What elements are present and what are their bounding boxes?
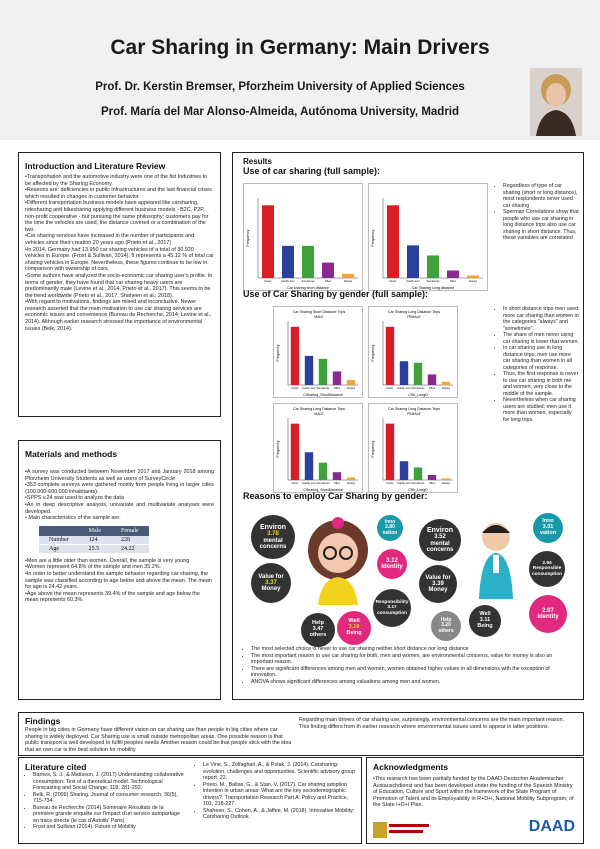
chart-tick-label: Never [386, 387, 394, 390]
circle-text: vation [382, 529, 398, 536]
chart-bar [407, 245, 419, 278]
chart-tick-label: Sometimes [316, 482, 330, 485]
chart-bar [386, 424, 394, 480]
results-bullets-3 [243, 646, 573, 685]
bullet-item: • In short distance trips men used more car sharing than women in the categories "always" and "sometimes". [503, 306, 579, 332]
table-cell: 25.5 [79, 544, 111, 553]
reference-item: • Belk, R. (2009) Sharing. Journal of consumer research, 36(5), 715-734. [33, 792, 185, 805]
chart-tick-label: Never [389, 280, 397, 283]
circle-label: Responsibility [375, 600, 409, 606]
chart-bar [319, 359, 327, 385]
circle-text: others [309, 631, 327, 638]
circle-label: Identity [381, 564, 403, 570]
methods-body-bottom [25, 558, 214, 604]
methods-body-top [25, 469, 214, 522]
reference-item: • Frost and Sullivan (2014). Future of Mobility [33, 824, 185, 831]
reference-item: • Barnes, S. J., & Mattsson, J. (2017) Understanding collaborative consumption: Test of a theoretical model. Technological Forecasting and Social Change, 118, 281-292. [33, 772, 185, 792]
circle-value: 3.78 [267, 531, 279, 538]
findings-right-text: Regarding main drivers of car sharing use, surprisingly, environmental concerns are the main important reason. This finding differs from th earlier research where environmental issues used to appear in latter positions. [299, 717, 565, 730]
circle-women-wellbeing [337, 611, 371, 645]
chart-bar [442, 382, 450, 385]
chart-bar [442, 478, 450, 480]
methods-paragraph: •A survey was conducted between November 2017 and January 2018 among Pforzheim University Students as well as users of SurveyCircle [25, 469, 214, 482]
chart-gender-long-male-svg [274, 404, 364, 494]
results-bullets-1 [495, 183, 579, 242]
circle-label: Identity [537, 614, 559, 620]
methods-paragraph: •Women represent 64.8% of the sample and men 35.2%. [25, 564, 162, 571]
bullet-item: • The most important reason to use car sharing for both, men and women, are environmental concerns, value for money is also an important reason. [251, 653, 573, 666]
chart-xlabel: Car sharing short distance [287, 286, 329, 290]
circle-value: 3.11 [479, 617, 491, 624]
results-subheading-full: Use of car sharing (full sample): [243, 166, 381, 176]
literature-heading: Literature cited [25, 762, 87, 772]
chart-bar [414, 363, 422, 385]
woman-illustration [303, 515, 373, 605]
chart-bar [291, 327, 299, 385]
chart-bar [427, 255, 439, 278]
chart-tick-label: Never [291, 482, 299, 485]
intro-paragraph: •In 2014, Germany had 13.950 car sharing vehicles of a total of 30.920 vehicles in Europe. (Frost & Sullivan, 2014). It represents a 45.12 % of total car sharing vehicles in Europe. Nevertheless, these figures continue to be low in comparison with ownership of cars. [25, 246, 214, 273]
table-cell: 24.22 [111, 544, 149, 553]
intro-body [25, 174, 214, 332]
chart-full-short [243, 183, 363, 291]
bullet-item: • In car sharing use in long distance trips, men use more car sharing than women in all categories of response. [503, 345, 579, 371]
chart-xlabel: CSharing_ShortDistance [303, 488, 343, 492]
chart-ylabel: Frequency [276, 440, 280, 458]
chart-bar [262, 205, 274, 278]
reference-item: • Shaheen, S., Cohen, A., & Jaffee, M. (2018). Innovative Mobility: Carsharing Outlook. [203, 808, 355, 821]
circle-women-identity [377, 549, 407, 579]
circle-label: Help [312, 620, 324, 627]
circle-label: Environ [426, 526, 454, 534]
chart-ylabel: Frequency [371, 440, 375, 458]
intro-section [18, 152, 221, 417]
ack-text: •This research has been partially funded by the DAAD-Deutscher Akademischer Austauschdienst and has been developed under the funding of the Spanish Ministry of Education, Culture and Sport within the framework of the State Program of Promotion of Talent and its Employability in R+D+i, National Mobility Subprogram, of the State I+D+I Plan. [373, 776, 574, 809]
chart-tick-label: Often [333, 387, 341, 390]
circle-women-value [251, 563, 291, 603]
intro-paragraph: •Reasons are: deficiencies in public infrastructures and the last financial crises which resulted in changes in customer behavior. [25, 187, 212, 200]
chart-tick-label: Hardly ever [302, 482, 316, 485]
circle-text: mental concerns [259, 537, 287, 550]
bullet-item: • ANOVA shows significant differences among valuations among men and women. [251, 679, 573, 686]
chart-tick-label: Always [441, 387, 451, 390]
chart-bar [291, 424, 299, 480]
circle-value: 3.47 [312, 626, 324, 633]
chart-bar [447, 270, 459, 278]
chart-bar [347, 477, 355, 480]
chart-title: Car Sharing Long Distance Trips [293, 407, 345, 411]
circle-value: 3.17 [387, 605, 397, 611]
circle-text: Money [261, 586, 281, 593]
circle-text: consumption [376, 610, 408, 616]
methods-paragraph: •Men are a little older than women. Overall, the sample is very young [25, 557, 190, 564]
poster-title: Car Sharing in Germany: Main Drivers [110, 36, 490, 59]
circle-women-help [301, 613, 335, 647]
literature-col-2 [195, 762, 355, 821]
chart-tick-label: Often [428, 387, 436, 390]
table-cell: 228 [111, 536, 149, 545]
bullet-item: • Nevertheless when car sharing users are studied; men use it more than women, especially for long trips. [503, 397, 579, 423]
findings-left-text: People in big cities in Germany have different vision on car sharing use than people in big cities where car sharing is widely deployed. Car Sharing use is small outside metropolitan areas. One possible reason is that public transport is well developed to fulfill peoples needs Another reason could be that people stick with the idea that an own car is the best solution for mobility. [25, 727, 292, 753]
chart-bar [322, 263, 334, 278]
chart-tick-label: Always [441, 482, 451, 485]
chart-tick-label: Hardly ever [281, 280, 295, 283]
chart-tick-label: Hardly ever [397, 387, 411, 390]
bullet-item: • There are significant differences among men and women, women obtained higher values in all dimensions with the exception of innovation. [251, 666, 573, 679]
chart-bar [400, 461, 408, 480]
chart-bar [333, 371, 341, 385]
chart-gender-long-female [368, 403, 458, 493]
chart-bar [302, 246, 314, 278]
table-row [39, 544, 149, 553]
circle-value: 3.19 [348, 624, 360, 631]
chart-title: Car Sharing Short Distance Trips [292, 310, 346, 314]
methods-section [18, 440, 221, 700]
chart-bar [400, 361, 408, 385]
circle-label: Inno [384, 519, 396, 526]
circle-label: Value for [425, 574, 451, 581]
chart-full-short-svg [244, 184, 364, 292]
chart-gender-short-female [368, 306, 458, 398]
chart-title: Car Sharing Long Distance Trips [388, 310, 440, 314]
ministry-logo [373, 820, 433, 840]
table-header: Female [111, 526, 149, 536]
intro-paragraph: •Some authors have analyzed the socio-economic car sharing user's profile. In terms of gender, they have found that car sharing heavy users are predominantly male (Levine et al., 2014, Prieto et al., 2017). This seems to be the trend worldwide (Prieto et al., 2017, Shaheen et al., 2018). [25, 272, 213, 299]
chart-gender-short-female-svg [369, 307, 459, 399]
chart-bar [333, 472, 341, 480]
results-subheading-reasons: Reasons to employ Car Sharing by gender: [243, 491, 428, 501]
circle-men-responsible [529, 551, 565, 587]
intro-paragraph: •Car sharing services have increased in the number of participants and vehicles since their creation 20 years ago (Prieto et al., 2017) [25, 233, 195, 246]
chart-bar [414, 467, 422, 480]
circle-text: Being [346, 629, 362, 636]
circle-label: Inno [542, 518, 554, 525]
chart-xlabel: CSharing_ShortDistance [303, 393, 343, 397]
table-header [39, 526, 79, 536]
circle-women-environmental [251, 515, 295, 559]
literature-col-1 [25, 772, 185, 831]
chart-tick-label: Often [324, 280, 332, 283]
chart-series-label: MALE [314, 315, 324, 319]
chart-bar [386, 327, 394, 385]
chart-ylabel: Frequency [246, 229, 250, 247]
literature-section [18, 757, 362, 844]
chart-tick-label: Never [386, 482, 394, 485]
chart-gender-long-female-svg [369, 404, 459, 494]
circle-value: 3.52 [434, 534, 446, 541]
reference-item: • Le Vine, S., Zolfaghari, A., & Polak, J. (2014). Carsharing: evolution, challenges and opportunities. Scientific advisory group report, 22. [203, 762, 355, 782]
author-line-2: Prof. María del Mar Alonso-Almeida, Autónoma University, Madrid [100, 106, 460, 118]
circle-women-responsibility [373, 589, 411, 627]
circle-men-identity [529, 595, 567, 633]
intro-paragraph: •Transportation and the automotive industry were one of the fist Industries to be affected by the Sharing Economy. [25, 174, 208, 187]
chart-ylabel: Frequency [276, 344, 280, 362]
circle-men-innovation [533, 513, 563, 543]
chart-tick-label: Hardly ever [406, 280, 420, 283]
table-cell: Number [39, 536, 79, 545]
intro-heading: Introduction and Literature Review [25, 161, 166, 171]
chart-tick-label: Always [343, 280, 353, 283]
chart-title: Car Sharing Long Distance Trips [388, 407, 440, 411]
ack-heading: Acknowledgments [373, 762, 449, 772]
table-cell: Age [39, 544, 79, 553]
methods-heading: Materials and methods [25, 449, 118, 459]
circle-value: 2.80 [385, 524, 395, 531]
circle-value: 3.12 [386, 557, 398, 564]
circle-value: 3.20 [441, 622, 451, 629]
author-photo [530, 68, 582, 136]
circle-value: 3.39 [432, 580, 444, 587]
results-heading: Results [243, 157, 272, 166]
circle-label: Value for [258, 573, 284, 580]
table-cell: 124 [79, 536, 111, 545]
chart-gender-short-male [273, 306, 363, 398]
circle-text: others [438, 627, 454, 634]
methods-paragraph: •SPPS v.24 was used to analyze the data [25, 495, 124, 502]
circle-men-value [419, 565, 457, 603]
bullet-item: • Sperman Correlations show that people who use car sharing in long distance trips also use car sharing in short distance. Thus, these variables are correlated [503, 209, 579, 242]
chart-gender-short-male-svg [274, 307, 364, 399]
circle-label: Environ [259, 523, 287, 531]
chart-series-label: FEMALE [407, 315, 421, 319]
circle-value: 3.01 [542, 524, 554, 531]
chart-tick-label: Hardly ever [397, 482, 411, 485]
reference-item: • Prieto, M., Baltas, G., & Stan, V. (2017). Car sharing adoption intention in urban areas: What are the key sociodemographic drivers?. Transportation Research Part A: Policy and Practice, 101, 218-227. [203, 782, 355, 808]
chart-xlabel: CSh_LongD [408, 488, 428, 492]
bullet-item: • The share of men never using car sharing is lower that women. [503, 332, 579, 345]
chart-tick-label: Often [449, 280, 457, 283]
chart-tick-label: Often [428, 482, 436, 485]
chart-full-long [368, 183, 488, 291]
chart-ylabel: Frequency [371, 344, 375, 362]
chart-bar [347, 380, 355, 385]
acknowledgments-section [366, 757, 584, 844]
intro-paragraph: •With regard to motivations, findings are mixed and inconclusive. Newer research asserted that the main motivation to use car sharing services are economic issues and convenience (Bureau de Recherche, 2014; Levine et al., 2014). Although earlier research stressed the importance of environmental issues (Belk, 2014). [25, 299, 212, 332]
chart-bar [387, 205, 399, 278]
findings-heading: Findings [25, 716, 61, 726]
bullet-item: • Regardless of type of car sharing (short or long distance), most respondents never used car sharing [503, 183, 579, 209]
chart-tick-label: Never [291, 387, 299, 390]
circle-text: mental concerns [426, 540, 454, 553]
chart-gender-long-male [273, 403, 363, 493]
chart-tick-label: Often [333, 482, 341, 485]
circle-men-wellbeing [469, 605, 501, 637]
results-section [232, 152, 584, 700]
circle-value: 2.97 [542, 607, 554, 614]
methods-paragraph: •In order to better understand the sample behavior regarding car sharing, the sample was classified according to age below and above the mean. The mean for age is 24.42 years. [25, 570, 212, 591]
chart-series-label: FEMALE [407, 412, 421, 416]
bullet-item: • Thus, the first response is never to use car sharing in both me and women, very close to the middle of the sample. [503, 371, 579, 397]
chart-bar [342, 274, 354, 278]
methods-paragraph: •Age above the mean represents 39.4% of the sample and age below the mean represents 60.3%. [25, 590, 200, 604]
circle-text: Money [428, 587, 448, 594]
circle-men-help [431, 611, 461, 641]
circle-label: Responsible [532, 566, 562, 572]
chart-tick-label: Sometimes [411, 387, 425, 390]
chart-tick-label: Sometimes [301, 280, 315, 283]
results-bullets-2 [495, 306, 579, 423]
circle-men-environmental [419, 519, 461, 561]
chart-tick-label: Hardly ever [302, 387, 316, 390]
circle-label: Help [440, 617, 452, 624]
chart-bar [467, 275, 479, 278]
chart-bar [282, 246, 294, 278]
daad-logo: DAAD [528, 818, 575, 835]
chart-bar [428, 374, 436, 385]
chart-tick-label: Always [468, 280, 478, 283]
chart-tick-label: Sometimes [411, 482, 425, 485]
chart-xlabel: CSh_LongD [408, 393, 428, 397]
table-row [39, 536, 149, 545]
findings-section [18, 712, 584, 756]
circle-value: 3.37 [265, 579, 277, 586]
circle-text: vation [539, 529, 557, 536]
poster-header [0, 0, 600, 140]
chart-bar [428, 475, 436, 480]
intro-paragraph: •Different transportation business models have appeared like carsharing, ridesharing and bikesharing applying different business models - B2C, P2P, non-profit cooperative - but pursuing the same philosophy: customers pay for the time the vehicles are used, the distance covered or a combination of the two. [25, 200, 209, 233]
circle-text: Being [477, 622, 493, 629]
circle-label: Well [479, 611, 491, 618]
chart-series-label: MALE [314, 412, 324, 416]
methods-paragraph: • Main characteristics of the sample are: [25, 515, 121, 522]
reference-item: • Bureau de Recherche (2014) Sommaire Résultats de la première grande enquête sur l'impact d'un service autopartage en trace directe (le cas d'Autolib' Paris) [33, 805, 185, 825]
chart-bar [305, 356, 313, 385]
table-header: Male [79, 526, 111, 536]
chart-ylabel: Frequency [371, 229, 375, 247]
sample-table [39, 526, 149, 554]
circle-women-innovation [377, 515, 403, 541]
methods-paragraph: •353 complete surveys were gathered mostly from people living in larger cities (100.000-600.000 inhabitants). [25, 482, 214, 495]
methods-paragraph: •An in deep descriptive analysis, univariate and multivariate analyses were developed. [25, 501, 214, 515]
results-subheading-gender: Use of Car Sharing by gender (full sample): [243, 289, 429, 299]
chart-tick-label: Sometimes [316, 387, 330, 390]
circle-text: consumption [531, 571, 563, 577]
circle-label: Well [348, 618, 360, 625]
chart-tick-label: Never [264, 280, 272, 283]
man-illustration [471, 519, 521, 599]
bullet-item: • The most selected choice is never to use car sharing neither short distance nor long distance [251, 646, 573, 653]
chart-tick-label: Sometimes [426, 280, 440, 283]
author-line-1: Prof. Dr. Kerstin Bremser, Pforzheim University of Applied Sciences [95, 81, 465, 93]
circle-value: 2.94 [542, 561, 552, 567]
chart-xlabel: Car Sharing Long distance [411, 286, 455, 290]
chart-tick-label: Always [346, 387, 356, 390]
chart-tick-label: Always [346, 482, 356, 485]
chart-bar [305, 452, 313, 480]
chart-bar [319, 463, 327, 480]
chart-full-long-svg [369, 184, 489, 292]
